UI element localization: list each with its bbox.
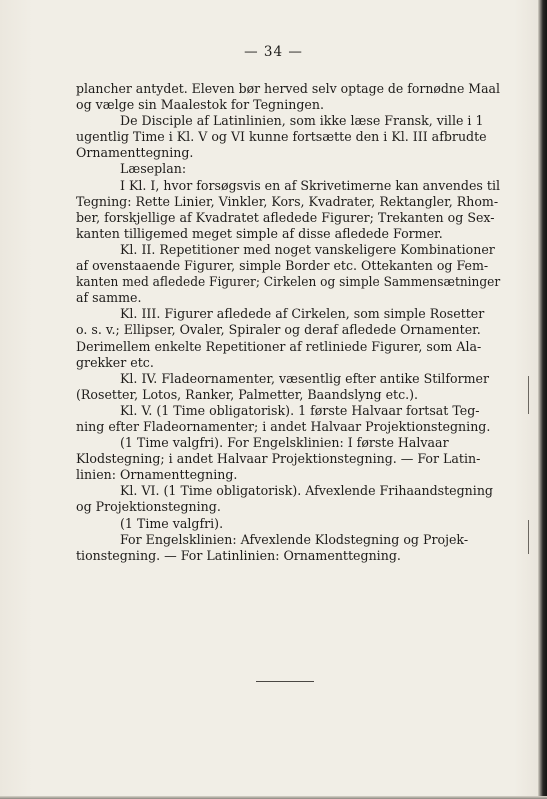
text-line: Ornamenttegning. — [76, 145, 194, 161]
text-line: grekker etc. — [76, 354, 154, 370]
text-line: De Disciple af Latinlinien, som ikke læse Fransk, ville i 1 — [120, 113, 484, 129]
text-line: Klodstegning; i andet Halvaar Projektionstegning. — For Latin- — [76, 451, 481, 467]
text-line: Kl. VI. (1 Time obligatorisk). Afvexlende Frihaandstegning — [120, 483, 493, 499]
text-line: o. s. v.; Ellipser, Ovaler, Spiraler og deraf afledede Ornamenter. — [76, 322, 481, 338]
text-line: af ovenstaaende Figurer, simple Border etc. Ottekanten og Fem- — [76, 258, 489, 274]
text-line: og Projektionstegning. — [76, 499, 221, 515]
text-line: kanten med afledede Figurer; Cirkelen og simple Sammensætninger — [76, 274, 501, 290]
text-line: af samme. — [76, 290, 142, 306]
text-line: (1 Time valgfri). — [120, 515, 224, 531]
text-line: ber, forskjellige af Kvadratet afledede Figurer; Trekanten og Sex- — [76, 209, 495, 225]
text-line: (Rosetter, Lotos, Ranker, Palmetter, Baandslyng etc.). — [76, 386, 419, 402]
margin-mark — [528, 376, 529, 414]
page-edge-shadow — [538, 0, 547, 799]
text-line: plancher antydet. Eleven bør herved selv optage de fornødne Maal — [76, 81, 500, 96]
text-line: Læseplan: — [120, 161, 187, 177]
text-line: og vælge sin Maalestok for Tegningen. — [76, 97, 324, 113]
body-text — [76, 81, 500, 564]
text-line: Kl. III. Figurer afledede af Cirkelen, som simple Rosetter — [120, 306, 485, 322]
text-line: linien: Ornamenttegning. — [76, 467, 238, 483]
text-line: ugentlig Time i Kl. V og VI kunne fortsætte den i Kl. III afbrudte — [76, 129, 487, 145]
text-line: I Kl. I, hvor forsøgsvis en af Skrivetimerne kan anvendes til — [120, 177, 501, 193]
closing-rule — [256, 681, 314, 682]
text-line: Tegning: Rette Linier, Vinkler, Kors, Kvadrater, Rektangler, Rhom- — [76, 193, 499, 209]
margin-mark — [528, 520, 529, 554]
text-line: Kl. IV. Fladeornamenter, væsentlig efter antike Stilformer — [120, 370, 490, 386]
text-line: For Engelsklinien: Afvexlende Klodstegning og Projek- — [120, 531, 469, 547]
text-line: kanten tilligemed meget simple af disse afledede Former. — [76, 225, 443, 241]
text-line: Kl. V. (1 Time obligatorisk). 1 første Halvaar fortsat Teg- — [120, 402, 480, 418]
text-line: Derimellem enkelte Repetitioner af retliniede Figurer, som Ala- — [76, 338, 482, 354]
text-line: tionstegning. — For Latinlinien: Ornamenttegning. — [76, 547, 401, 563]
text-line: Kl. II. Repetitioner med noget vanskeligere Kombinationer — [120, 241, 495, 257]
page-number: — 34 — — [244, 44, 303, 60]
text-line: (1 Time valgfri). For Engelsklinien: I første Halvaar — [120, 435, 449, 451]
text-line: ning efter Fladeornamenter; i andet Halvaar Projektionstegning. — [76, 418, 491, 434]
